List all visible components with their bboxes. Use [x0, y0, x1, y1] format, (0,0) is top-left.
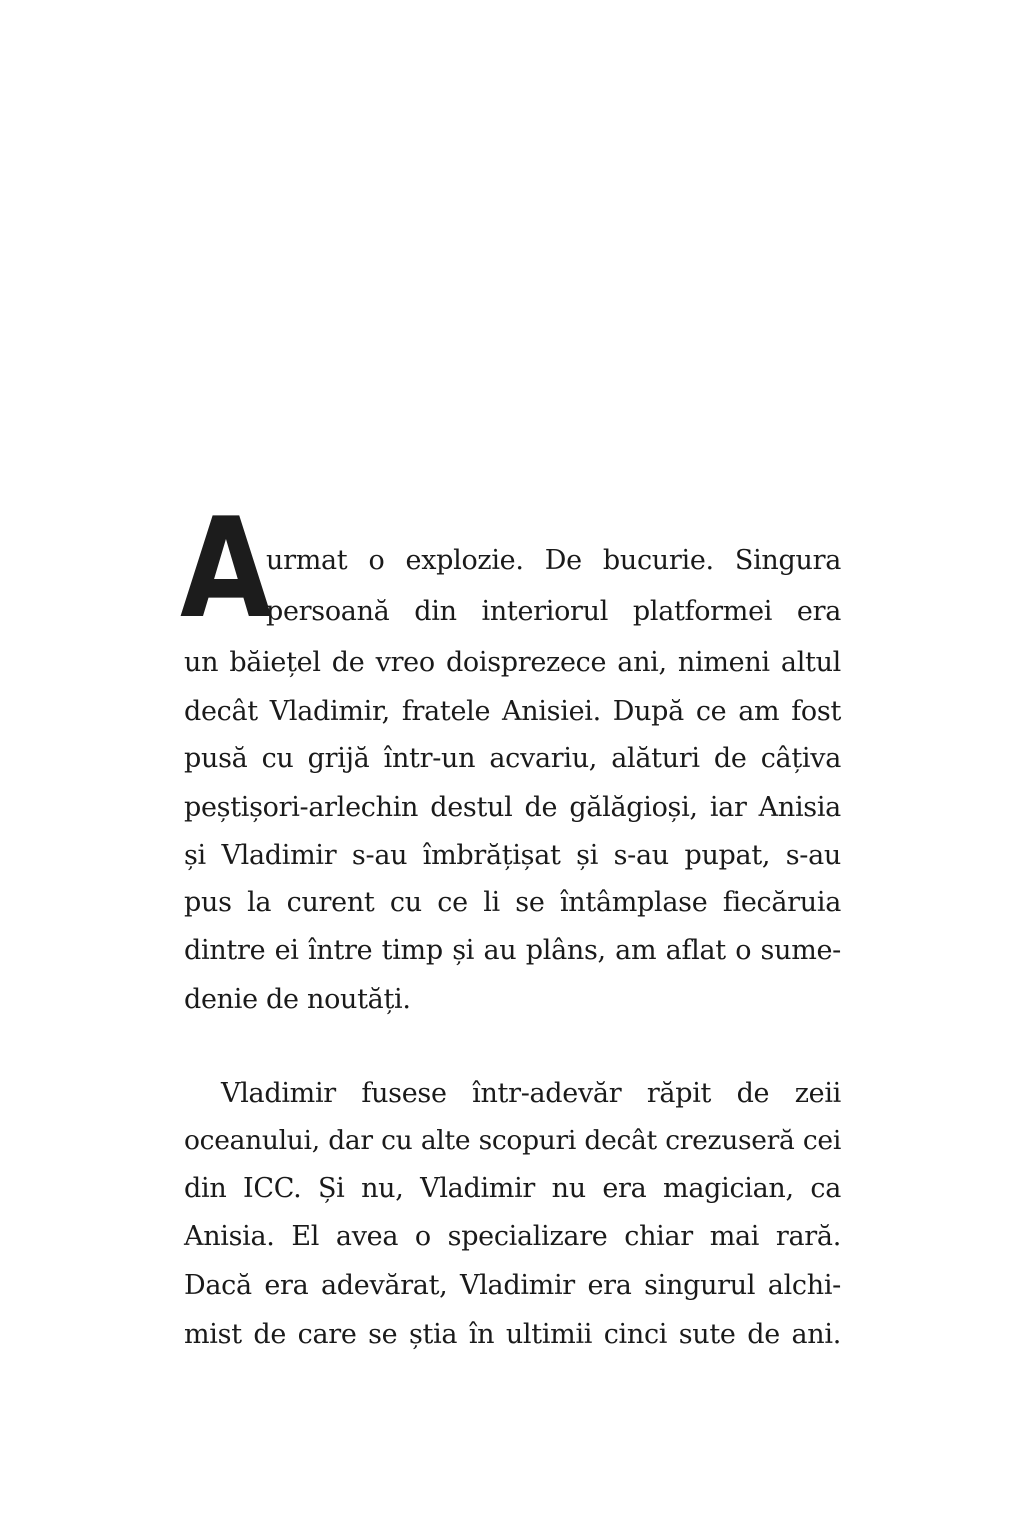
- paragraph-2-line-5: Dacă era adevărat, Vladimir era singurul alchi-: [184, 1270, 841, 1301]
- paragraph-1-line-7: și Vladimir s-au îmbrățișat și s-au pupat, s-au: [184, 840, 841, 871]
- paragraph-1-line-1: urmat o explozie. De bucurie. Singura: [266, 545, 841, 576]
- paragraph-1-line-2: persoană din interiorul platformei era: [266, 596, 841, 627]
- paragraph-1-line-8: pus la curent cu ce li se întâmplase fiecăruia: [184, 887, 841, 918]
- paragraph-2-line-3: din ICC. Și nu, Vladimir nu era magician, ca: [184, 1173, 841, 1204]
- paragraph-2-line-6: mist de care se știa în ultimii cinci sute de ani.: [184, 1319, 841, 1350]
- paragraph-2-line-4: Anisia. El avea o specializare chiar mai rară.: [184, 1221, 841, 1252]
- paragraph-1-line-5: pusă cu grijă într-un acvariu, alături de câțiva: [184, 743, 841, 774]
- paragraph-1-line-4: decât Vladimir, fratele Anisiei. După ce am fost: [184, 696, 841, 727]
- paragraph-2-line-1: Vladimir fusese într-adevăr răpit de zeii: [221, 1078, 841, 1109]
- paragraph-1-line-6: peștișori-arlechin destul de gălăgioși, iar Anisia: [184, 792, 841, 823]
- paragraph-1-line-9: dintre ei între timp și au plâns, am aflat o sume-: [184, 935, 841, 966]
- paragraph-1-line-10: denie de noutăți.: [184, 984, 411, 1015]
- paragraph-2-line-2: oceanului, dar cu alte scopuri decât crezuseră cei: [184, 1125, 841, 1156]
- paragraph-1-line-3: un băiețel de vreo doisprezece ani, nimeni altul: [184, 647, 841, 678]
- drop-cap: A: [180, 488, 272, 649]
